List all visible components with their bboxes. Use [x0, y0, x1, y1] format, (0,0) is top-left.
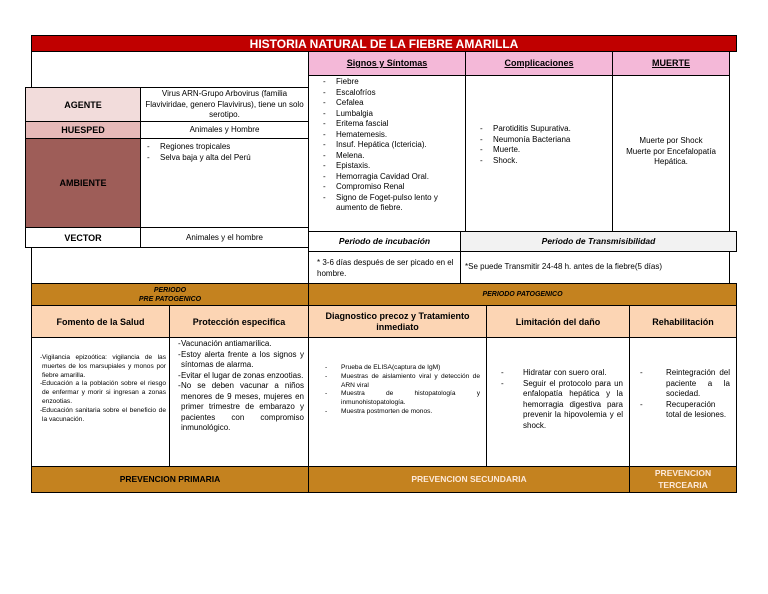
list-item: - Muestra postmorten de monos. — [321, 408, 480, 417]
left-top-blank — [31, 51, 309, 88]
complicaciones-cell — [465, 75, 613, 232]
vector-text: Animales y el hombre — [140, 227, 309, 248]
muerte-cell — [612, 75, 730, 232]
document-title: HISTORIA NATURAL DE LA FIEBRE AMARILLA — [31, 35, 737, 52]
rehabilitacion-list — [636, 368, 730, 421]
list-item: - Muestra de histopatología y inmunohistopatología. — [321, 390, 480, 408]
list-item: - Hidratar con suero oral. — [497, 368, 623, 379]
list-item: - Lumbalgia — [319, 109, 462, 120]
list-item: - Estoy alerta frente a los signos y síntomas de alarma. — [174, 350, 304, 371]
list-item: - Muerte. — [476, 145, 609, 156]
limitacion-list — [497, 368, 623, 431]
left-bottom-blank — [31, 247, 309, 284]
list-item: - Educación a la población sobre el riesgo de enfermar y morir si ingresan a zonas enzootias. — [36, 380, 166, 406]
limitacion-header: Limitación del daño — [486, 305, 630, 338]
diagnostico-header: Diagnostico precoz y Tratamiento inmediato — [308, 305, 487, 338]
list-item: - Seguir el protocolo para un enfalopatía hepática y la hemorragia digestiva para prevenir la hipovolemia y el shock. — [497, 379, 623, 432]
muerte-line: Muerte por Encefalopatía Hepática. — [626, 146, 716, 166]
fomento-header: Fomento de la Salud — [31, 305, 170, 338]
list-item: - Regiones tropicales — [143, 142, 306, 153]
huesped-label: HUESPED — [25, 121, 141, 139]
rehabilitacion-cell — [629, 337, 737, 467]
prepatogenico-bar — [31, 283, 309, 306]
ambiente-list — [143, 142, 306, 163]
prevencion-terciaria: PREVENCION TERCEARIA — [629, 466, 737, 493]
list-item: - Vigilancia epizoótica: vigilancia de las muertes de los marsupiales y monos por fiebre amarilla. — [36, 354, 166, 380]
rehabilitacion-header: Rehabilitación — [629, 305, 737, 338]
list-item: - Recuperación total de lesiones. — [636, 400, 730, 421]
list-item: - Reintegración del paciente a la sociedad. — [636, 368, 730, 400]
patogenico-bar — [308, 283, 737, 306]
list-item: - Melena. — [319, 151, 462, 162]
list-item: - Eritema fascial — [319, 119, 462, 130]
muerte-header: MUERTE — [612, 51, 730, 76]
list-item: - Parotiditis Supurativa. — [476, 124, 609, 135]
prepatogenico-label: PERIODO PRE PATOGENICO — [138, 287, 202, 303]
complicaciones-list — [476, 124, 609, 166]
ambiente-label: AMBIENTE — [25, 138, 141, 228]
list-item: - Insuf. Hepática (Ictericia). — [319, 140, 462, 151]
agente-text: Virus ARN-Grupo Arbovirus (familia Flaviviridae, genero Flavivirus), tiene un solo serotipo. — [140, 87, 309, 122]
vector-label: VECTOR — [25, 227, 141, 248]
prevencion-primaria: PREVENCION PRIMARIA — [31, 466, 309, 493]
muerte-line: Muerte por Shock — [639, 136, 703, 145]
transmisibilidad-text: *Se puede Transmitir 24-48 h. antes de la fiebre(5 días) — [460, 251, 730, 284]
list-item: - Signo de Foget-pulso lento y aumento de fiebre. — [319, 193, 462, 214]
list-item: - No se deben vacunar a niños menores de 9 meses, mujeres en primer trimestre de embarazo y pacientes con compromiso inmunológico. — [174, 381, 304, 434]
fomento-cell — [31, 337, 170, 467]
list-item: - Escalofríos — [319, 88, 462, 99]
transmisibilidad-header: Periodo de Transmisibilidad — [460, 231, 737, 252]
list-item: - Shock. — [476, 156, 609, 167]
huesped-text: Animales y Hombre — [140, 121, 309, 139]
fomento-list — [36, 354, 166, 424]
signos-header: Signos y Síntomas — [308, 51, 466, 76]
list-item: - Hematemesis. — [319, 130, 462, 141]
ambiente-cell — [140, 138, 309, 228]
proteccion-header: Protección especifica — [169, 305, 309, 338]
agente-label: AGENTE — [25, 87, 141, 122]
list-item: - Selva baja y alta del Perú — [143, 153, 306, 164]
list-item: - Educación sanitaria sobre el beneficio de la vacunación. — [36, 407, 166, 425]
proteccion-cell — [169, 337, 309, 467]
incubacion-header: Periodo de incubación — [308, 231, 461, 252]
signos-cell — [308, 75, 466, 232]
diagnostico-list — [321, 364, 480, 417]
diagnostico-cell — [308, 337, 487, 467]
list-item: - Hemorragia Cavidad Oral. — [319, 172, 462, 183]
list-item: - Cefalea — [319, 98, 462, 109]
complicaciones-header: Complicaciones — [465, 51, 613, 76]
prevencion-secundaria: PREVENCION SECUNDARIA — [308, 466, 630, 493]
list-item: - Neumonía Bacteriana — [476, 135, 609, 146]
list-item: - Prueba de ELISA(captura de IgM) — [321, 364, 480, 373]
signos-list — [319, 77, 462, 214]
proteccion-list — [174, 339, 304, 434]
incubacion-text: * 3-6 días después de ser picado en el hombre. — [308, 251, 461, 284]
list-item: - Vacunación antiamarilica. — [174, 339, 304, 350]
patogenico-label: PERIODO PATOGENICO — [482, 291, 563, 298]
list-item: - Evitar el lugar de zonas enzootias. — [174, 371, 304, 382]
list-item: - Muestras de aislamiento viral y detección de ARN viral — [321, 373, 480, 391]
list-item: - Epistaxis. — [319, 161, 462, 172]
list-item: - Fiebre — [319, 77, 462, 88]
list-item: - Compromiso Renal — [319, 182, 462, 193]
limitacion-cell — [486, 337, 630, 467]
